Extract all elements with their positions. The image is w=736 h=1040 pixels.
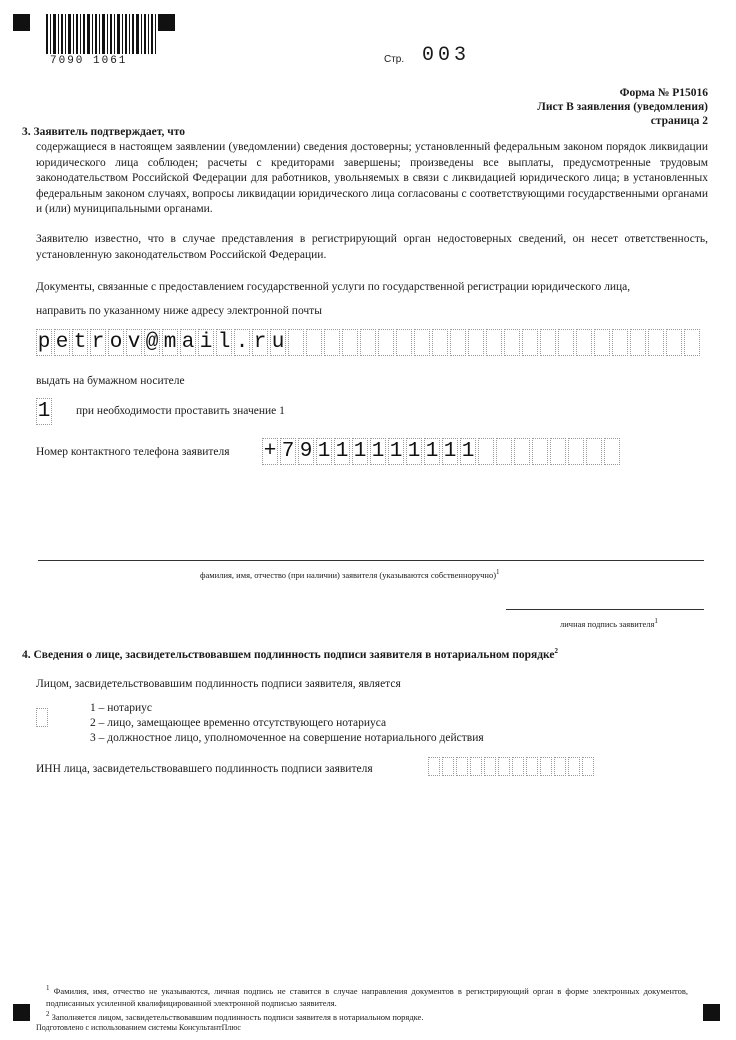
phone-cell[interactable]: + — [263, 440, 277, 463]
email-cell[interactable] — [360, 329, 376, 356]
phone-cell[interactable]: 1 — [389, 440, 403, 463]
email-cell[interactable] — [324, 329, 340, 356]
email-cell[interactable] — [612, 329, 628, 356]
phone-cell[interactable]: 9 — [299, 440, 313, 463]
notary-option-2: 2 – лицо, замещающее временно отсутствующего нотариуса — [90, 717, 387, 729]
sheet-title: Лист В заявления (уведомления) — [537, 101, 708, 113]
email-label: направить по указанному ниже адресу электронной почты — [36, 305, 322, 317]
email-field[interactable] — [36, 329, 702, 356]
email-cell[interactable]: l — [217, 331, 231, 354]
phone-cell[interactable]: 1 — [353, 440, 367, 463]
inn-cell[interactable] — [554, 757, 566, 776]
footnote-2-mark: 2 — [46, 1010, 50, 1018]
form-number: Форма № Р15016 — [619, 87, 708, 99]
inn-cell[interactable] — [470, 757, 482, 776]
phone-cell[interactable]: 1 — [443, 440, 457, 463]
footnote-2 — [46, 1008, 688, 1023]
email-cell[interactable] — [450, 329, 466, 356]
email-cell[interactable]: a — [181, 331, 195, 354]
email-cell[interactable]: v — [127, 331, 141, 354]
phone-cell[interactable]: 1 — [425, 440, 439, 463]
email-cell[interactable] — [396, 329, 412, 356]
inn-label: ИНН лица, засвидетельствовавшего подлинность подписи заявителя — [36, 763, 373, 775]
notary-option-1: 1 – нотариус — [90, 702, 153, 714]
footnote-2-text: Заполняется лицом, засвидетельствовавшим подлинность подписи заявителя в нотариальном порядке. — [51, 1011, 424, 1022]
inn-cell[interactable] — [498, 757, 510, 776]
corner-marker-top-right — [158, 14, 175, 31]
fio-caption-sup: 1 — [496, 568, 500, 576]
phone-cell[interactable] — [568, 438, 584, 465]
section4-subtitle: Лицом, засвидетельствовавшим подлинность подписи заявителя, является — [36, 678, 401, 690]
corner-marker-bottom-left — [13, 1004, 30, 1021]
inn-cell[interactable] — [512, 757, 524, 776]
notary-type-cell[interactable] — [36, 708, 48, 727]
inn-cell[interactable] — [442, 757, 454, 776]
email-cell[interactable]: m — [163, 331, 177, 354]
inn-cell[interactable] — [456, 757, 468, 776]
inn-cell[interactable] — [484, 757, 496, 776]
phone-cell[interactable]: 1 — [461, 440, 475, 463]
email-cell[interactable] — [486, 329, 502, 356]
paper-field[interactable] — [36, 398, 54, 425]
barcode-number: 7090 1061 — [50, 55, 128, 67]
email-cell[interactable]: r — [91, 331, 105, 354]
email-cell[interactable]: . — [235, 331, 249, 354]
signature-caption-text: личная подпись заявителя — [560, 618, 655, 629]
inn-cell[interactable] — [540, 757, 552, 776]
phone-cell[interactable] — [478, 438, 494, 465]
section4-title-sup: 2 — [554, 647, 558, 655]
inn-cell[interactable] — [526, 757, 538, 776]
fio-signature-line — [38, 560, 704, 561]
email-cell[interactable] — [630, 329, 646, 356]
signature-line — [506, 609, 704, 610]
corner-marker-bottom-right — [703, 1004, 720, 1021]
phone-cell[interactable]: 7 — [281, 440, 295, 463]
section3-title: 3. Заявитель подтверждает, что — [22, 126, 186, 138]
email-cell[interactable]: u — [271, 331, 285, 354]
signature-caption — [560, 617, 658, 629]
inn-cell[interactable] — [568, 757, 580, 776]
page-label: Стр. — [384, 54, 405, 65]
email-cell[interactable]: o — [109, 331, 123, 354]
section3-paragraph-1: содержащиеся в настоящем заявлении (уведомлении) сведения достоверны; установленный федеральным законом порядок ликвидации юридического лица соблюден; расчеты с кредиторами завершены; произведены все выплаты, предусмотренные трудовым законодательством Российской Федерации для работников, увольняемых в связи с ликвидацией юридического лица; в установленных федеральным законом случаях, вопросы ликвидации юридического лица согласованы с соответствующими государственными органами и (или) муниципальными органами. — [36, 141, 708, 216]
footnote-1 — [46, 982, 688, 1009]
inn-cell[interactable] — [582, 757, 594, 776]
page-number: 003 — [422, 44, 471, 67]
phone-cell[interactable] — [586, 438, 602, 465]
email-cell[interactable] — [666, 329, 682, 356]
section4-title-text: 4. Сведения о лице, засвидетельствовавшем подлинность подписи заявителя в нотариальном порядке — [22, 648, 555, 661]
phone-cell[interactable]: 1 — [407, 440, 421, 463]
footnote-1-text: Фамилия, имя, отчество не указываются, личная подпись не ставится в случае направления документов в регистрирующий орган в форме электронных документов, подписанных усиленной квалифицированной электронной подписью заявителя. — [46, 985, 689, 1008]
paper-hint: при необходимости проставить значение 1 — [76, 405, 285, 417]
email-cell[interactable] — [432, 329, 448, 356]
email-cell[interactable] — [504, 329, 520, 356]
email-cell[interactable]: i — [199, 331, 213, 354]
email-cell[interactable] — [648, 329, 664, 356]
footnote-1-mark: 1 — [46, 984, 50, 992]
phone-cell[interactable] — [514, 438, 530, 465]
inn-cell[interactable] — [428, 757, 440, 776]
phone-cell[interactable]: 1 — [317, 440, 331, 463]
inn-field[interactable] — [428, 757, 596, 776]
phone-label: Номер контактного телефона заявителя — [36, 446, 230, 458]
documents-line: Документы, связанные с предоставлением государственной услуги по государственной регистрации юридического лица, — [36, 281, 631, 293]
phone-cell[interactable] — [550, 438, 566, 465]
email-cell[interactable] — [288, 329, 304, 356]
email-cell[interactable] — [342, 329, 358, 356]
email-cell[interactable] — [522, 329, 538, 356]
email-cell[interactable] — [576, 329, 592, 356]
email-cell[interactable]: t — [73, 331, 87, 354]
email-cell[interactable] — [594, 329, 610, 356]
email-cell[interactable]: p — [37, 331, 51, 354]
phone-field[interactable] — [262, 438, 622, 465]
phone-cell[interactable]: 1 — [335, 440, 349, 463]
phone-cell[interactable] — [604, 438, 620, 465]
email-cell[interactable] — [540, 329, 556, 356]
fio-caption — [200, 568, 500, 580]
phone-cell[interactable]: 1 — [371, 440, 385, 463]
email-cell[interactable] — [558, 329, 574, 356]
signature-caption-sup: 1 — [654, 617, 658, 625]
paper-field-cell[interactable]: 1 — [37, 400, 51, 423]
phone-cell[interactable] — [496, 438, 512, 465]
section4-title — [22, 647, 558, 661]
footer-note: Подготовлено с использованием системы КонсультантПлюс — [36, 1023, 241, 1032]
email-cell[interactable] — [378, 329, 394, 356]
section3-paragraph-2: Заявителю известно, что в случае представления в регистрирующий орган недостоверных сведений, он несет ответственность, установленную законодательством Российской Федерации. — [36, 233, 708, 261]
email-cell[interactable] — [306, 329, 322, 356]
email-cell[interactable] — [468, 329, 484, 356]
email-cell[interactable] — [684, 329, 700, 356]
email-cell[interactable] — [414, 329, 430, 356]
fio-caption-text: фамилия, имя, отчество (при наличии) заявителя (указываются собственноручно) — [200, 569, 497, 580]
notary-type-field[interactable] — [36, 708, 50, 727]
email-cell[interactable]: @ — [145, 331, 159, 354]
email-cell[interactable]: e — [55, 331, 69, 354]
paper-label: выдать на бумажном носителе — [36, 375, 185, 387]
barcode — [46, 14, 156, 54]
corner-marker-top-left — [13, 14, 30, 31]
email-cell[interactable]: r — [253, 331, 267, 354]
notary-option-3: 3 – должностное лицо, уполномоченное на совершение нотариального действия — [90, 732, 484, 744]
sheet-page: страница 2 — [650, 115, 708, 127]
phone-cell[interactable] — [532, 438, 548, 465]
